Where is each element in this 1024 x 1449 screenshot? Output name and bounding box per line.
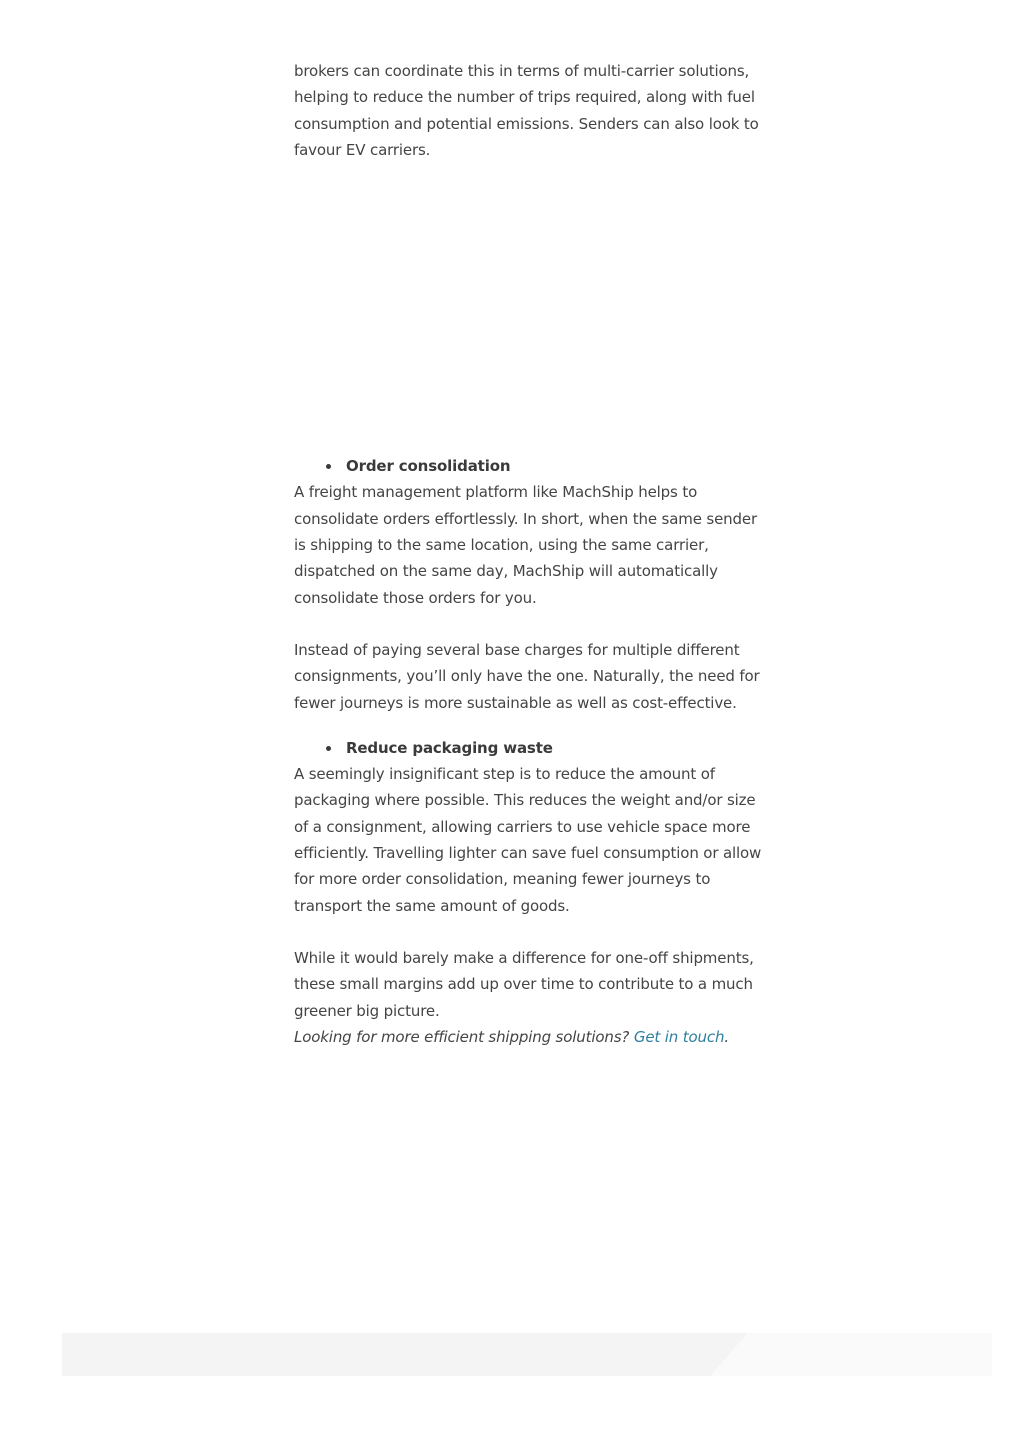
intro-paragraph: brokers can coordinate this in terms of multi-carrier solutions, helping to reduce the number of trips required, along with fuel consumption and potential emissions. Senders can also look to favour EV carriers. <box>294 62 759 159</box>
cta-paragraph <box>294 1024 764 1050</box>
bullet-icon <box>326 464 331 469</box>
footer-band <box>62 1333 992 1376</box>
paragraph-spacer <box>294 919 764 945</box>
article-body <box>294 58 764 1050</box>
section-heading-label: Reduce packaging waste <box>346 738 553 757</box>
cta-text: Looking for more efficient shipping solutions? <box>294 1027 630 1046</box>
section-paragraph: A seemingly insignificant step is to reduce the amount of packaging where possible. This reduces the weight and/or size of a consignment, allowing carriers to use vehicle space more efficiently. Travelling lighter can save fuel consumption or allow for more order consolidation, meaning fewer journeys to transport the same amount of goods. <box>294 765 762 915</box>
bullet-icon <box>326 746 331 751</box>
section-reduce-packaging-waste <box>294 735 764 1024</box>
get-in-touch-link[interactable]: Get in touch <box>633 1027 725 1046</box>
embedded-media-placeholder <box>294 163 764 453</box>
section-paragraph: Instead of paying several base charges for multiple different consignments, you’ll only have the one. Naturally, the need for fewer journeys is more sustainable as well as cost-effective. <box>294 640 760 712</box>
section-heading-label: Order consolidation <box>346 457 511 476</box>
section-order-consolidation <box>294 453 764 716</box>
section-paragraph: While it would barely make a difference for one-off shipments, these small margins add up over time to contribute to a much greener big picture. <box>294 948 754 1020</box>
cta-suffix: . <box>724 1027 729 1046</box>
section-heading <box>294 453 764 479</box>
section-spacer <box>294 716 764 735</box>
section-heading <box>294 735 764 761</box>
paragraph-spacer <box>294 611 764 637</box>
section-paragraph: A freight management platform like MachShip helps to consolidate orders effortlessly. In short, when the same sender is shipping to the same location, using the same carrier, dispatched on the same day, MachShip will automatically consolidate those orders for you. <box>294 483 757 607</box>
footer-band-fade <box>710 1333 992 1376</box>
